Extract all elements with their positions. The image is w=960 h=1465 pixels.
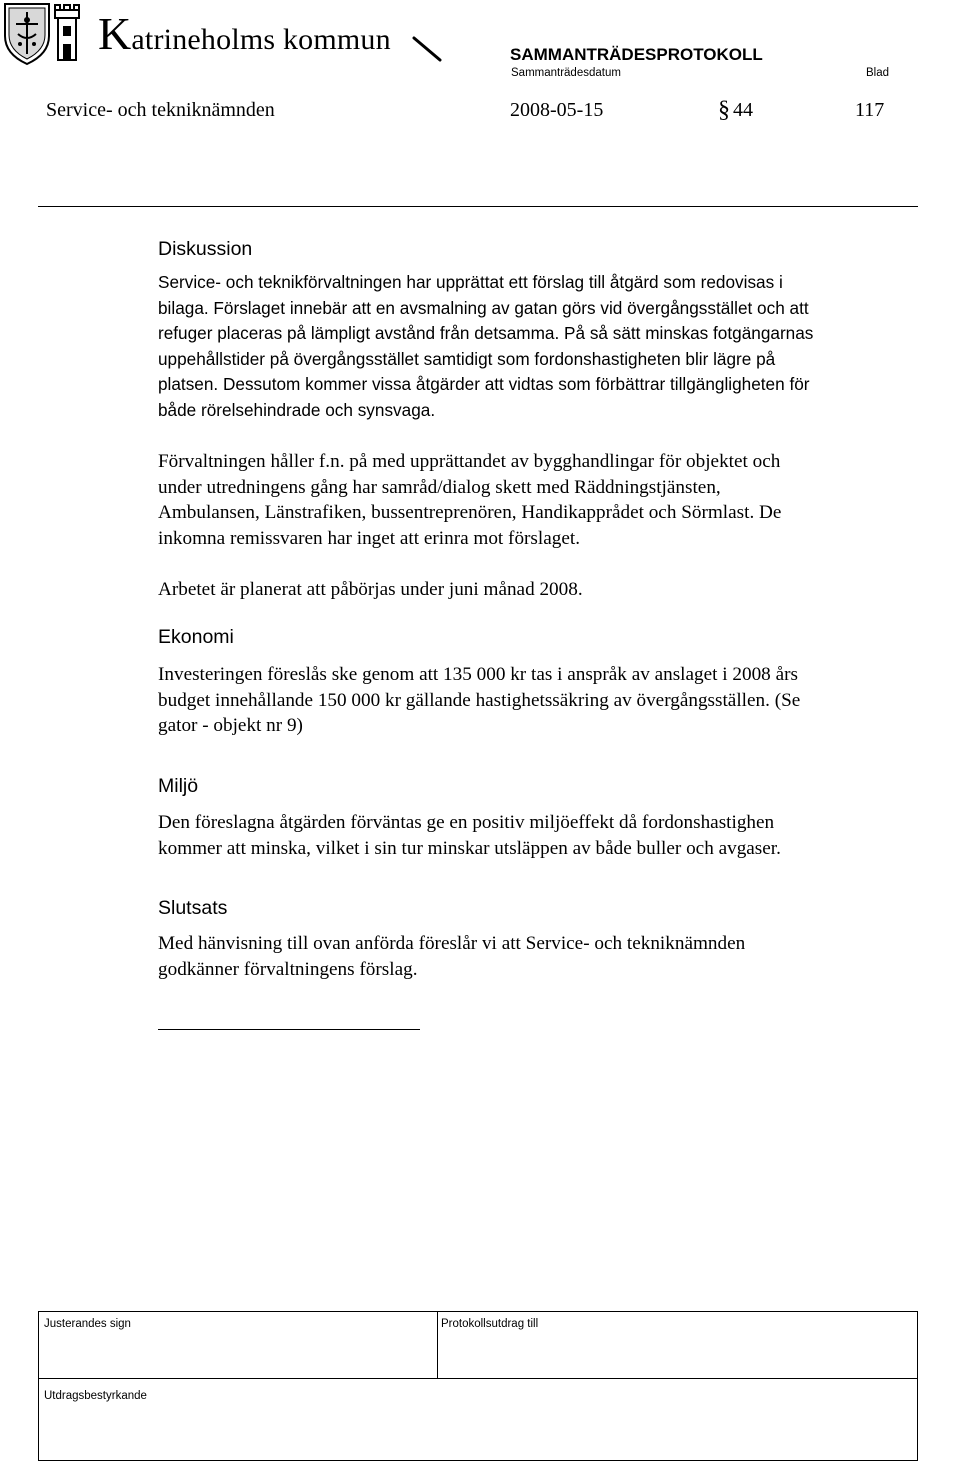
paragraph-diskussion	[158, 270, 813, 423]
header-divider	[38, 206, 918, 207]
logo-swoosh-icon	[412, 36, 442, 62]
paragraph-slutsats	[158, 931, 745, 982]
text-line: Service- och teknikförvaltningen har upprättat ett förslag till åtgärd som redovisas i	[158, 272, 783, 292]
text-line: refuger placeras på lämpligt avstånd från detsamma. På så sätt minskas fotgängarnas	[158, 323, 814, 343]
text-line: Förvaltningen håller f.n. på med upprättandet av bygghandlingar för objektet och	[158, 451, 781, 472]
text-line: Arbetet är planerat att påbörjas under juni månad 2008.	[158, 579, 583, 600]
paragraph-forvaltningen	[158, 449, 781, 551]
municipality-name	[98, 8, 391, 59]
text-line: under utredningens gång har samråd/dialog skett med Räddningstjänsten,	[158, 476, 721, 498]
heading-slutsats: Slutsats	[158, 897, 228, 919]
text-line: Ambulansen, Länstrafiken, bussentreprenören, Handikapprådet och Sörmlast. De	[158, 502, 782, 523]
meeting-date: 2008-05-15	[510, 99, 604, 121]
text-line: uppehållstider på övergångsstället samtidigt som fordonshastigheten blir lägre på	[158, 348, 776, 369]
committee-name: Service- och tekniknämnden	[46, 99, 275, 121]
page-number: 117	[855, 99, 885, 121]
heading-ekonomi: Ekonomi	[158, 626, 234, 648]
paragraph-number: 44	[733, 99, 753, 121]
text-line: platsen. Dessutom kommer vissa åtgärder att vidtas som förbättrar tillgängligheten för	[158, 374, 810, 394]
municipality-crest-icon	[2, 2, 82, 66]
text-line: Investeringen föreslås ske genom att 135 000 kr tas i anspråk av anslaget i 2008 års	[158, 664, 798, 685]
document-type: SAMMANTRÄDESPROTOKOLL	[510, 45, 763, 64]
date-label: Sammanträdesdatum	[511, 67, 621, 79]
heading-diskussion: Diskussion	[158, 238, 253, 260]
text-line: gator - objekt nr 9)	[158, 715, 303, 736]
signature-box-column-divider	[437, 1311, 438, 1379]
municipality-name-text: Katrineholms kommun	[98, 8, 391, 59]
utdragsbestyrkande-label: Utdragsbestyrkande	[44, 1390, 147, 1402]
text-line: kommer att minska, vilket i sin tur minskar utsläppen av både buller och avgaser.	[158, 837, 781, 859]
signature-box-divider	[38, 1378, 918, 1379]
text-line: bilaga. Förslaget innebär att en avsmalning av gatan görs vid övergångsstället och att	[158, 297, 809, 318]
page-label: Blad	[866, 67, 890, 79]
protokollsutdrag-label: Protokollsutdrag till	[441, 1318, 539, 1330]
signature-box	[38, 1311, 918, 1461]
text-line: både rörelsehindrade och synsvaga.	[158, 399, 436, 420]
paragraph-miljo	[158, 810, 781, 861]
end-divider	[158, 1029, 420, 1030]
paragraph-arbetet	[158, 577, 583, 603]
text-line: godkänner förvaltningens förslag.	[158, 958, 418, 980]
text-line: Den föreslagna åtgärden förväntas ge en positiv miljöeffekt då fordonshastighen	[158, 812, 775, 833]
paragraph-ekonomi	[158, 662, 800, 739]
text-line: budget innehållande 150 000 kr gällande hastighetssäkring av övergångsställen. (Se	[158, 689, 801, 711]
justerandes-sign-label: Justerandes sign	[44, 1318, 131, 1330]
paragraph-sign: §	[718, 97, 730, 123]
text-line: inkomna remissvaren har inget att erinra mot förslaget.	[158, 527, 580, 549]
text-line: Med hänvisning till ovan anförda föreslår vi att Service- och tekniknämnden	[158, 933, 746, 954]
heading-miljo: Miljö	[158, 775, 199, 797]
